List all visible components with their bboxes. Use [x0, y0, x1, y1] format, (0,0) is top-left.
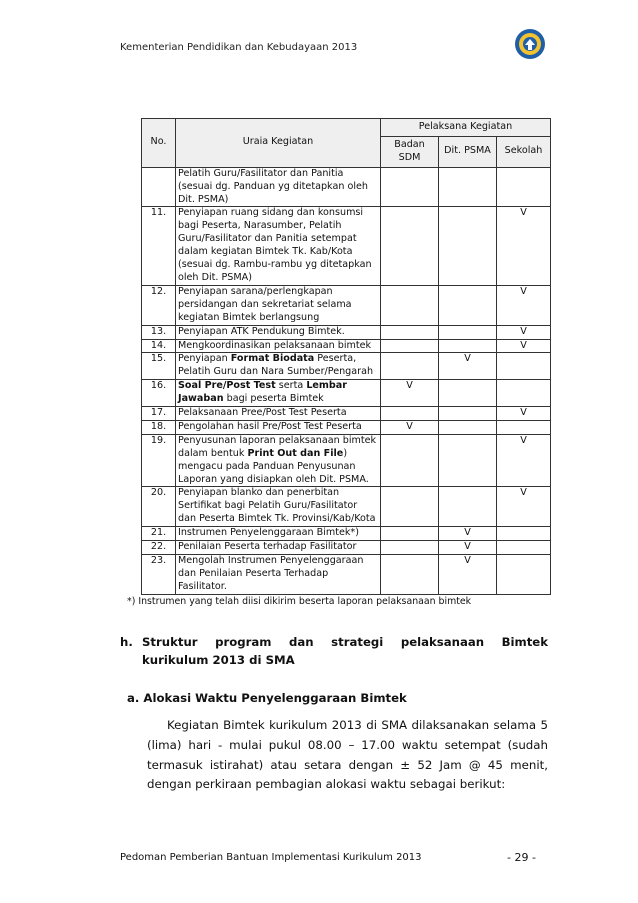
check-badan [381, 339, 439, 353]
text: Penyusunan laporan pelaksanaan bimtek dalam bentuk [178, 434, 377, 459]
header-dit-psma: Dit. PSMA [439, 136, 497, 167]
check-psma: V [439, 555, 497, 595]
row-description [176, 434, 381, 487]
check-sekolah: V [497, 339, 551, 353]
row-number [142, 167, 176, 207]
table-row [142, 353, 551, 380]
row-number: 12. [142, 285, 176, 325]
row-description: Mengolah Instrumen Penyelenggaraan dan Penilaian Peserta Terhadap Fasilitator. [176, 555, 381, 595]
header-sekolah: Sekolah [497, 136, 551, 167]
header-no: No. [142, 119, 176, 168]
check-psma [439, 407, 497, 421]
bold-text: Soal Pre/Post Test [178, 380, 276, 392]
check-psma [439, 325, 497, 339]
table-row [142, 434, 551, 487]
row-number: 19. [142, 434, 176, 487]
check-badan: V [381, 380, 439, 407]
bold-text: Format Biodata [230, 353, 315, 365]
header-uraian: Uraia Kegiatan [176, 119, 381, 168]
check-psma [439, 434, 497, 487]
row-number: 14. [142, 339, 176, 353]
check-badan [381, 325, 439, 339]
table-body [142, 167, 551, 594]
row-number: 13. [142, 325, 176, 339]
check-sekolah: V [497, 487, 551, 527]
table-row [142, 285, 551, 325]
row-description: Pelatih Guru/Fasilitator dan Panitia (sesuai dg. Panduan yg ditetapkan oleh Dit. PSMA) [176, 167, 381, 207]
table-row [142, 527, 551, 541]
check-sekolah: V [497, 285, 551, 325]
check-badan [381, 541, 439, 555]
check-sekolah [497, 380, 551, 407]
bold-text: Print Out dan File [247, 447, 344, 459]
table-row [142, 555, 551, 595]
check-badan [381, 407, 439, 421]
check-psma [439, 487, 497, 527]
row-number: 17. [142, 407, 176, 421]
check-badan [381, 555, 439, 595]
row-description [176, 380, 381, 407]
check-psma [439, 420, 497, 434]
subsection-a-title: a. Alokasi Waktu Penyelenggaraan Bimtek [127, 691, 407, 705]
row-number: 15. [142, 353, 176, 380]
page-header: Kementerian Pendidikan dan Kebudayaan 2013 [120, 42, 358, 53]
section-title: Struktur program dan strategi pelaksanaan Bimtek kurikulum 2013 di SMA [142, 635, 548, 667]
row-number: 18. [142, 420, 176, 434]
check-psma [439, 285, 497, 325]
table-row [142, 541, 551, 555]
table-row [142, 487, 551, 527]
text: bagi peserta Bimtek [223, 393, 324, 405]
table-footnote: *) Instrumen yang telah diisi dikirim beserta laporan pelaksanaan bimtek [127, 596, 472, 607]
check-badan [381, 285, 439, 325]
table-row [142, 207, 551, 285]
check-psma [439, 207, 497, 285]
row-number: 22. [142, 541, 176, 555]
check-psma [439, 167, 497, 207]
check-psma: V [439, 541, 497, 555]
table-row [142, 420, 551, 434]
row-description: Pengolahan hasil Pre/Post Test Peserta [176, 420, 381, 434]
check-badan [381, 527, 439, 541]
check-sekolah: V [497, 325, 551, 339]
bold-text: Lembar Jawaban [178, 380, 348, 405]
row-number: 23. [142, 555, 176, 595]
text: ) mengacu pada Panduan Penyusunan Laporan yang disiapkan oleh Dit. PSMA. [178, 447, 369, 485]
check-badan [381, 353, 439, 380]
header-pelaksana: Pelaksana Kegiatan [381, 119, 551, 137]
check-psma [439, 339, 497, 353]
check-psma: V [439, 527, 497, 541]
header-badan-sdm: Badan SDM [381, 136, 439, 167]
row-number: 21. [142, 527, 176, 541]
check-sekolah [497, 527, 551, 541]
check-psma [439, 380, 497, 407]
table-row [142, 325, 551, 339]
text: Peserta, Pelatih Guru dan Nara Sumber/Pengarah [178, 353, 374, 378]
row-number: 16. [142, 380, 176, 407]
check-psma: V [439, 353, 497, 380]
check-badan [381, 167, 439, 207]
check-sekolah [497, 167, 551, 207]
check-sekolah: V [497, 407, 551, 421]
row-description: Pelaksanaan Pree/Post Test Peserta [176, 407, 381, 421]
check-sekolah [497, 420, 551, 434]
activity-table [141, 118, 551, 595]
table-row [142, 167, 551, 207]
row-description: Penilaian Peserta terhadap Fasilitator [176, 541, 381, 555]
check-sekolah [497, 353, 551, 380]
table-row [142, 380, 551, 407]
row-description: Penyiapan ruang sidang dan konsumsi bagi Peserta, Narasumber, Pelatih Guru/Fasilitator dan Panitia setempat dalam kegiatan Bimtek Tk. Kab/Kota (sesuai dg. Rambu-rambu yg ditetapkan oleh Dit. PSMA) [176, 207, 381, 285]
row-description: Instrumen Penyelenggaraan Bimtek*) [176, 527, 381, 541]
check-badan [381, 434, 439, 487]
activity-table-wrapper [141, 118, 550, 595]
row-number: 20. [142, 487, 176, 527]
check-sekolah: V [497, 434, 551, 487]
page-number: - 29 - [507, 851, 536, 864]
paragraph-text: Kegiatan Bimtek kurikulum 2013 di SMA dilaksanakan selama 5 (lima) hari - mulai pukul 08.00 – 17.00 waktu setempat (sudah termasuk istirahat) atau setara dengan ± 52 Jam @ 45 menit, dengan perkiraan pembagian alokasi waktu sebagai berikut: [147, 718, 548, 792]
page-footer: Pedoman Pemberian Bantuan Implementasi Kurikulum 2013 [120, 852, 422, 863]
row-description: Penyiapan sarana/perlengkapan persidangan dan sekretariat selama kegiatan Bimtek berlangsung [176, 285, 381, 325]
row-number: 11. [142, 207, 176, 285]
row-description: Penyiapan ATK Pendukung Bimtek. [176, 325, 381, 339]
row-description: Mengkoordinasikan pelaksanaan bimtek [176, 339, 381, 353]
text: Penyiapan [178, 353, 231, 365]
subsection-a-paragraph [147, 716, 548, 795]
text: serta [275, 380, 307, 392]
check-badan [381, 487, 439, 527]
table-row [142, 339, 551, 353]
tut-wuri-handayani-logo [514, 28, 546, 60]
row-description: Penyiapan blanko dan penerbitan Sertifikat bagi Pelatih Guru/Fasilitator dan Peserta Bimtek Tk. Provinsi/Kab/Kota [176, 487, 381, 527]
check-badan: V [381, 420, 439, 434]
check-sekolah [497, 541, 551, 555]
check-sekolah [497, 555, 551, 595]
check-sekolah: V [497, 207, 551, 285]
section-letter: h. [120, 635, 133, 649]
row-description [176, 353, 381, 380]
check-badan [381, 207, 439, 285]
table-row [142, 407, 551, 421]
